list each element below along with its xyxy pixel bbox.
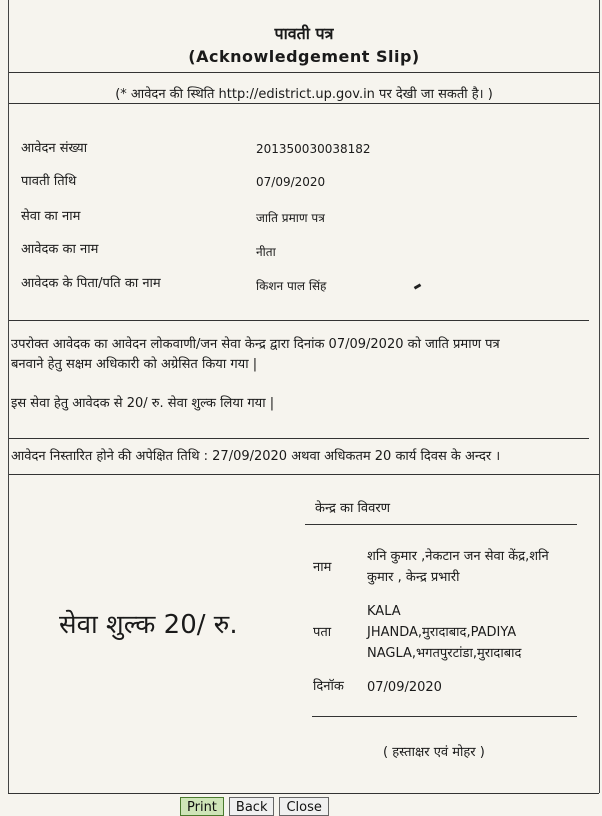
slip-bottom-border — [8, 793, 599, 794]
back-button[interactable]: Back — [229, 797, 275, 816]
center-address-line2: JHANDA,मुरादाबाद,PADIYA — [367, 625, 517, 640]
center-address-line3: NAGLA,भगतपुरटांडा,मुरादाबाद — [367, 646, 522, 661]
center-name-line1: शनि कुमार ,नेकटान जन सेवा केंद्र,शनि — [367, 549, 549, 564]
fee-text: इस सेवा हेतु आवेदक से 20/ रु. सेवा शुल्क लिया गया | — [11, 396, 275, 411]
center-details-heading: केन्द्र का विवरण — [315, 501, 391, 516]
application-number-label: आवेदन संख्या — [21, 141, 88, 156]
pen-mark — [414, 283, 422, 289]
divider — [9, 103, 599, 104]
close-button[interactable]: Close — [279, 797, 328, 816]
service-name-label: सेवा का नाम — [21, 209, 81, 224]
divider — [9, 72, 599, 73]
receipt-date-label: पावती तिथि — [21, 174, 77, 189]
applicant-name-value: नीता — [256, 245, 276, 259]
divider — [305, 524, 577, 525]
print-button[interactable]: Print — [180, 797, 224, 816]
divider — [312, 716, 577, 717]
application-number-value: 201350030038182 — [256, 142, 371, 156]
center-name-line2: कुमार , केन्द्र प्रभारी — [367, 570, 460, 585]
applicant-name-label: आवेदक का नाम — [21, 242, 99, 257]
center-date-label: दिनॉक — [313, 679, 344, 694]
service-fee-large: सेवा शुल्क 20/ रु. — [59, 610, 238, 640]
slip-title-hindi: पावती पत्र — [274, 24, 334, 43]
divider — [9, 438, 589, 439]
signature-and-seal: ( हस्ताक्षर एवं मोहर ) — [383, 745, 485, 760]
expected-date-text: आवेदन निस्तारित होने की अपेक्षित तिथि : 27/09/2020 अथवा अधिकतम 20 कार्य दिवस के अन्दर । — [11, 449, 501, 464]
action-buttons — [180, 797, 329, 816]
center-name-label: नाम — [313, 560, 332, 575]
service-name-value: जाति प्रमाण पत्र — [256, 211, 325, 225]
forwarded-text-line2: बनवाने हेतु सक्षम अधिकारी को अग्रेसित किया गया | — [11, 357, 258, 372]
center-date-value: 07/09/2020 — [367, 680, 442, 695]
center-address-line1: KALA — [367, 604, 401, 619]
father-husband-name-value: किशन पाल सिंह — [256, 279, 327, 293]
receipt-date-value: 07/09/2020 — [256, 175, 326, 189]
divider — [9, 320, 589, 321]
slip-title-english: (Acknowledgement Slip) — [188, 47, 420, 66]
center-address-label: पता — [313, 625, 332, 640]
acknowledgement-slip — [8, 0, 600, 793]
forwarded-text-line1: उपरोक्त आवेदक का आवेदन लोकवाणी/जन सेवा केन्द्र द्वारा दिनांक 07/09/2020 को जाति प्रमाण पत्र — [11, 337, 500, 352]
status-notice: (* आवेदन की स्थिति http://edistrict.up.gov.in पर देखी जा सकती है। ) — [115, 87, 493, 102]
divider — [9, 474, 599, 475]
father-husband-name-label: आवेदक के पिता/पति का नाम — [21, 276, 161, 291]
